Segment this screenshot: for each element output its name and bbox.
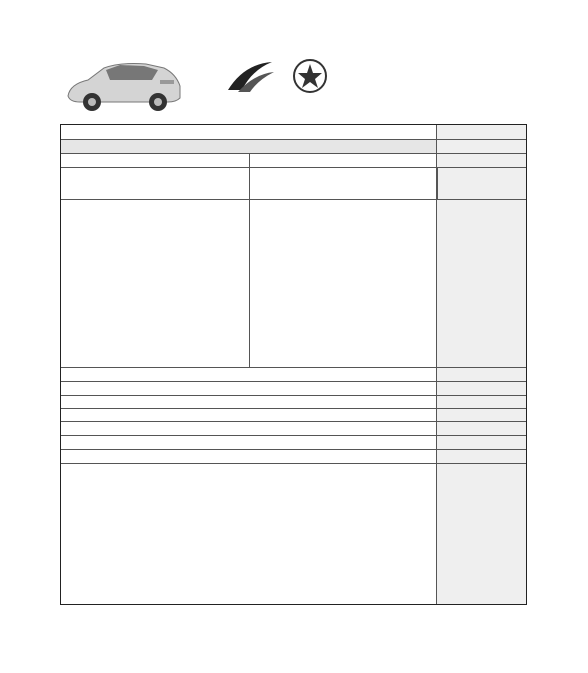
qr-code-right-icon[interactable] [452,616,490,654]
prepay-right [249,168,436,200]
label-doc-status [436,382,526,396]
label-price [436,140,526,154]
label-first-stage [437,168,486,200]
value-delivery [61,436,436,450]
label-stages [436,154,526,168]
inst-header-right [249,200,436,220]
sales-conditions-table [60,124,527,605]
installments-left-col [61,200,250,368]
row-installments [61,199,526,368]
car-image [60,56,186,116]
notes-list [61,464,436,604]
row-doc-status [61,381,526,396]
stage-left [61,154,250,168]
row-delay [61,421,526,436]
row-prepayment [61,167,526,200]
row-participation [61,395,526,409]
row-terms [61,125,526,139]
label-color [436,450,526,464]
value-color [61,450,436,464]
row-stages [61,153,526,168]
row-delivery [61,435,526,450]
label-delay [436,422,526,436]
inst-header-left [61,200,249,220]
value-terms [61,125,436,139]
qr-code-left-icon[interactable] [80,616,118,654]
row-price [61,139,526,154]
label-prepayment-cell [436,168,526,200]
label-notes [436,464,526,604]
row-notes [61,463,526,604]
jac-logo-icon [284,58,336,94]
value-doc-status [61,382,436,396]
value-price [61,140,436,154]
label-model-year [436,368,526,382]
prepay-left [61,168,250,200]
jac-logo [284,58,336,108]
value-delay [61,422,436,436]
label-installments [436,200,526,368]
kerman-motor-logo [224,60,276,108]
installments-right-col [249,200,436,368]
row-model-year [61,367,526,382]
stage-right [249,154,436,168]
row-color [61,449,526,464]
value-model-year [61,368,436,382]
row-deviation [61,408,526,422]
label-terms [436,125,526,139]
label-delivery [436,436,526,450]
kerman-logo-icon [224,60,276,96]
